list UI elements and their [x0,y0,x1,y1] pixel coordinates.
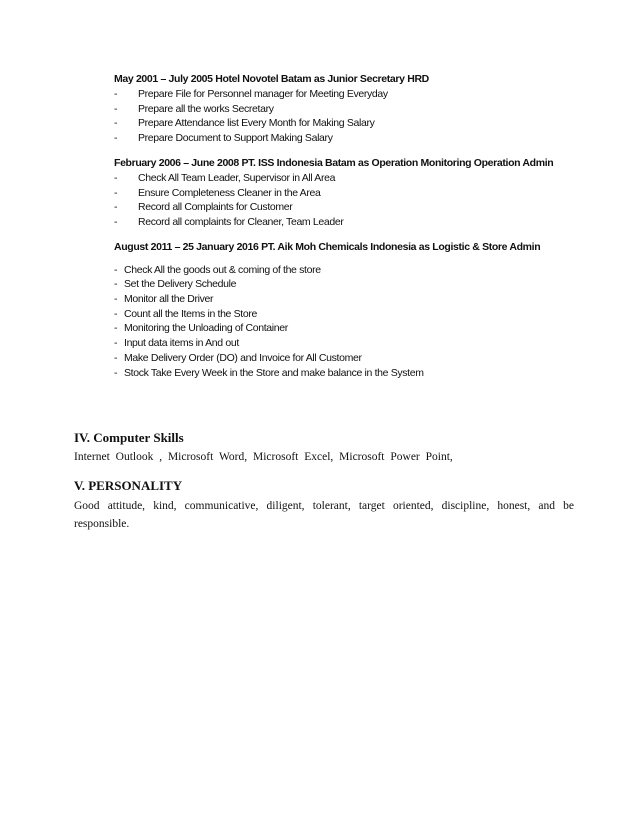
bullet: - [114,293,118,306]
task-item [114,292,584,307]
task-item [114,87,584,102]
task-item [114,116,584,131]
task-item [114,336,584,351]
task-item [114,366,584,381]
personality-text: Good attitude, kind, communicative, diligent, tolerant, target oriented, discipline, honest, and be responsible. [74,500,574,530]
bullet: - [114,102,118,115]
work-experience-list [114,72,584,390]
task-text: Record all complaints for Cleaner, Team Leader [138,215,344,228]
task-item [114,277,584,292]
task-list [114,87,584,146]
task-item [114,351,584,366]
job-entry [114,156,584,230]
task-item [114,263,584,278]
task-item [114,215,584,230]
bullet: - [114,132,118,145]
task-text: Check All Team Leader, Supervisor in All Area [138,171,336,184]
task-text: Prepare Document to Support Making Salary [138,132,333,145]
task-text: Prepare File for Personnel manager for Meeting Everyday [138,88,388,100]
bullet: - [114,278,118,291]
bullet: - [114,117,118,130]
computer-skills-section [74,430,574,466]
task-item [114,171,584,186]
bullet: - [114,215,118,228]
task-item [114,307,584,322]
task-text: Set the Delivery Schedule [124,278,237,291]
bullet: - [114,322,118,335]
task-text: Count all the Items in the Store [124,307,257,320]
bullet: - [114,366,118,379]
job-title: May 2001 – July 2005 Hotel Novotel Batam as Junior Secretary HRD [114,73,429,85]
task-text: Record all Complaints for Customer [138,201,293,214]
task-item [114,186,584,201]
task-item [114,200,584,215]
task-text: Prepare Attendance list Every Month for Making Salary [138,117,375,130]
job-entry [114,240,584,381]
job-title: February 2006 – June 2008 PT. ISS Indonesia Batam as Operation Monitoring Operation Admin [114,156,554,169]
task-text: Check All the goods out & coming of the store [124,263,321,276]
bullet: - [114,88,118,100]
computer-skills-text: Internet Outlook , Microsoft Word, Microsoft Excel, Microsoft Power Point, [74,451,453,463]
bullet: - [114,186,118,199]
task-text: Ensure Completeness Cleaner in the Area [138,186,321,199]
section-heading: V. PERSONALITY [74,478,183,493]
section-heading: IV. Computer Skills [74,430,184,445]
task-text: Stock Take Every Week in the Store and make balance in the System [124,366,424,379]
task-text: Monitor all the Driver [124,293,214,306]
task-text: Prepare all the works Secretary [138,102,274,115]
task-text: Monitoring the Unloading of Container [124,322,288,335]
task-list [114,263,584,381]
task-list [114,171,584,230]
job-title: August 2011 – 25 January 2016 PT. Aik Moh Chemicals Indonesia as Logistic & Store Admin [114,240,541,253]
job-entry [114,72,584,146]
task-item [114,131,584,146]
task-text: Input data items in And out [124,337,239,350]
bullet: - [114,307,118,320]
bullet: - [114,201,118,214]
bullet: - [114,263,118,276]
task-text: Make Delivery Order (DO) and Invoice for All Customer [124,351,362,364]
bullet: - [114,337,118,350]
task-item [114,321,584,336]
task-item [114,102,584,117]
personality-section [74,478,574,533]
bullet: - [114,171,118,184]
bullet: - [114,351,118,364]
